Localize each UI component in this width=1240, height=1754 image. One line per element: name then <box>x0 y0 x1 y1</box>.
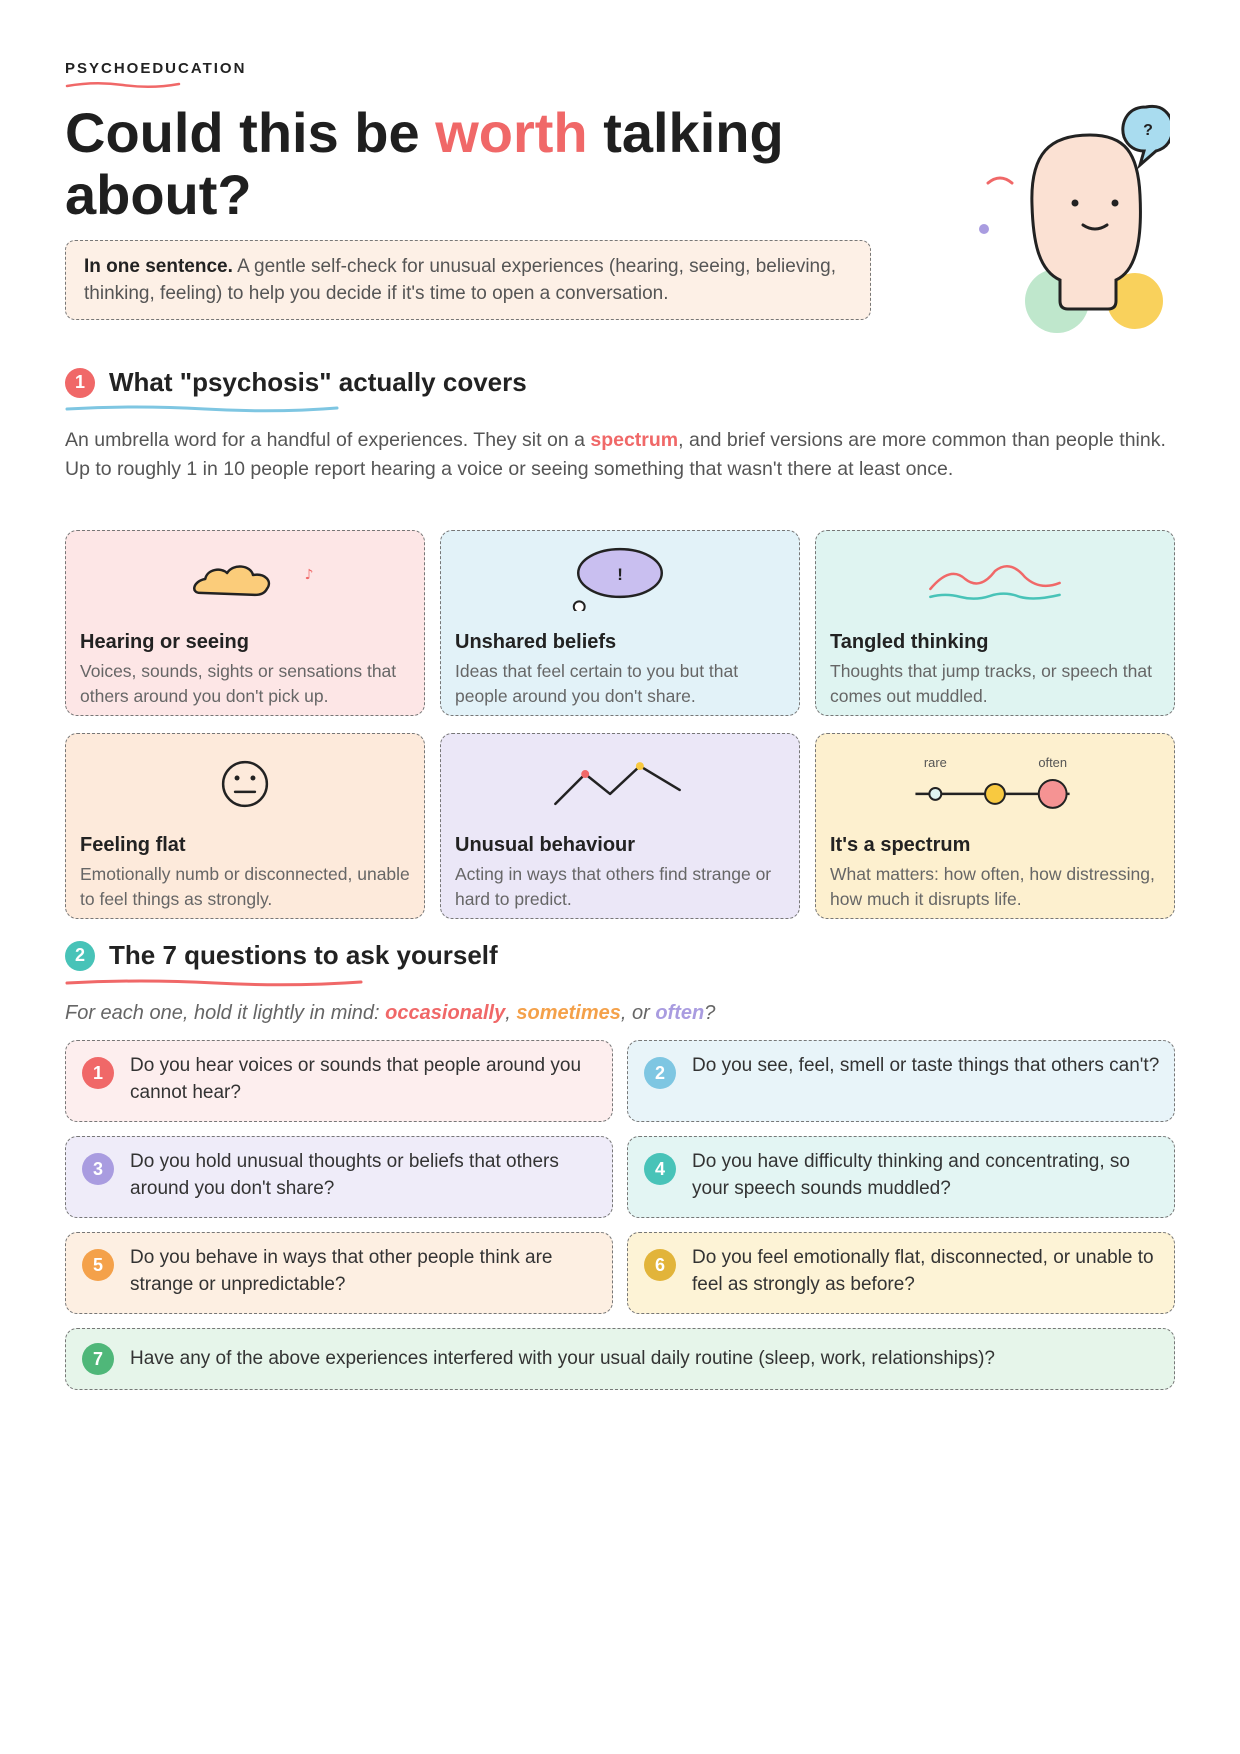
section-1-title: What "psychosis" actually covers <box>109 367 527 397</box>
card-description: What matters: how often, how distressing, how much it disrupts life. <box>830 864 1155 909</box>
eyebrow-underline <box>65 80 181 90</box>
question-text: Do you hear voices or sounds that people around you cannot hear? <box>130 1055 582 1103</box>
mascot-left-eye <box>1072 200 1079 207</box>
card-tangled-thinking <box>815 530 1175 716</box>
card-description: Thoughts that jump tracks, or speech that comes out muddled. <box>830 661 1152 706</box>
question-number-badge: 4 <box>644 1153 676 1185</box>
question-number-badge: 3 <box>82 1153 114 1185</box>
card-hearing-or-seeing <box>65 530 425 716</box>
question-text: Do you see, feel, smell or taste things that others can't? <box>692 1055 1160 1076</box>
question-text: Do you feel emotionally flat, disconnected, or unable to feel as strongly as before? <box>692 1247 1154 1295</box>
card-description: Acting in ways that others find strange or hard to predict. <box>455 864 772 909</box>
card-description: Voices, sounds, sights or sensations that others around you don't pick up. <box>80 661 397 706</box>
title-text-start: Could this be <box>65 101 436 164</box>
card-title: Tangled thinking <box>830 631 989 653</box>
question-5 <box>65 1232 613 1314</box>
mascot-right-eye <box>1112 200 1119 207</box>
question-text: Do you have difficulty thinking and concentrating, so your speech sounds muddled? <box>692 1151 1130 1199</box>
prompt-sometimes: sometimes <box>516 1002 621 1024</box>
card-description: Emotionally numb or disconnected, unable to feel things as strongly. <box>80 864 410 909</box>
frequency-prompt <box>65 1002 715 1025</box>
mascot-accent-curve <box>988 178 1012 183</box>
card-unshared-beliefs <box>440 530 800 716</box>
section-2-title: The 7 questions to ask yourself <box>109 940 498 970</box>
thought-bubble-icon <box>441 541 799 611</box>
title-accent-word: worth <box>435 101 588 164</box>
section-1-underline <box>65 404 340 414</box>
mascot-illustration <box>920 95 1170 345</box>
section-2-heading <box>65 940 498 971</box>
question-number-badge: 6 <box>644 1249 676 1281</box>
question-7 <box>65 1328 1175 1390</box>
question-text: Do you behave in ways that other people think are strange or unpredictable? <box>130 1247 553 1295</box>
intro-highlight-spectrum: spectrum <box>590 429 679 451</box>
neutral-face-icon <box>66 744 424 814</box>
card-title: Feeling flat <box>80 834 186 856</box>
summary-box <box>65 240 871 320</box>
intro-text-end: , and brief versions are more common than people think. Up to roughly 1 in 10 people report hearing a voice or seeing something that wasn't there at least once. <box>65 429 1166 480</box>
zigzag-icon <box>441 744 799 814</box>
prompt-end: ? <box>704 1002 716 1024</box>
prompt-occasionally: occasionally <box>385 1002 506 1024</box>
card-title: Unshared beliefs <box>455 631 617 653</box>
section-2-number-badge: 2 <box>65 941 95 971</box>
card-title: Unusual behaviour <box>455 834 636 856</box>
question-text: Have any of the above experiences interfered with your usual daily routine (sleep, work, relationships)? <box>130 1348 995 1369</box>
page-title <box>65 102 825 226</box>
mascot-dot <box>979 224 989 234</box>
section-1-intro <box>65 426 1175 484</box>
spectrum-slider-icon <box>816 744 1174 814</box>
question-1 <box>65 1040 613 1122</box>
bubble-question-mark: ? <box>1143 122 1153 139</box>
section-2-underline <box>65 978 365 988</box>
question-4 <box>627 1136 1175 1218</box>
summary-text: A gentle self-check for unusual experiences (hearing, seeing, believing, thinking, feeling) to help you decide if it's time to open a conversation. <box>84 256 836 304</box>
question-number-badge: 7 <box>82 1343 114 1375</box>
section-1-heading <box>65 367 527 398</box>
summary-lead: In one sentence. <box>84 256 233 277</box>
question-number-badge: 5 <box>82 1249 114 1281</box>
prompt-separator: , <box>505 1002 517 1024</box>
intro-text-start: An umbrella word for a handful of experiences. They sit on a <box>65 429 591 451</box>
question-number-badge: 1 <box>82 1057 114 1089</box>
prompt-often: often <box>655 1002 705 1024</box>
card-title: It's a spectrum <box>830 834 971 856</box>
prompt-text: For each one, hold it lightly in mind: <box>65 1002 386 1024</box>
section-1-number-badge: 1 <box>65 368 95 398</box>
question-6 <box>627 1232 1175 1314</box>
card-its-a-spectrum <box>815 733 1175 919</box>
wavy-lines-icon <box>816 541 1174 611</box>
svg-text:♪: ♪ <box>304 566 314 583</box>
page <box>65 0 1175 1754</box>
card-title: Hearing or seeing <box>80 631 249 653</box>
question-text: Do you hold unusual thoughts or beliefs that others around you don't share? <box>130 1151 559 1199</box>
eyebrow-label: PSYCHOEDUCATION <box>65 60 247 77</box>
card-description: Ideas that feel certain to you but that people around you don't share. <box>455 661 739 706</box>
prompt-separator: , or <box>620 1002 656 1024</box>
question-number-badge: 2 <box>644 1057 676 1089</box>
cloud-icon <box>66 541 424 611</box>
scale-low-label: rare <box>923 755 947 771</box>
question-2 <box>627 1040 1175 1122</box>
card-feeling-flat <box>65 733 425 919</box>
card-unusual-behaviour <box>440 733 800 919</box>
thought-exclamation: ! <box>617 564 623 584</box>
scale-high-label: often <box>1038 755 1068 771</box>
title-text-end: talking about? <box>65 101 784 226</box>
question-3 <box>65 1136 613 1218</box>
